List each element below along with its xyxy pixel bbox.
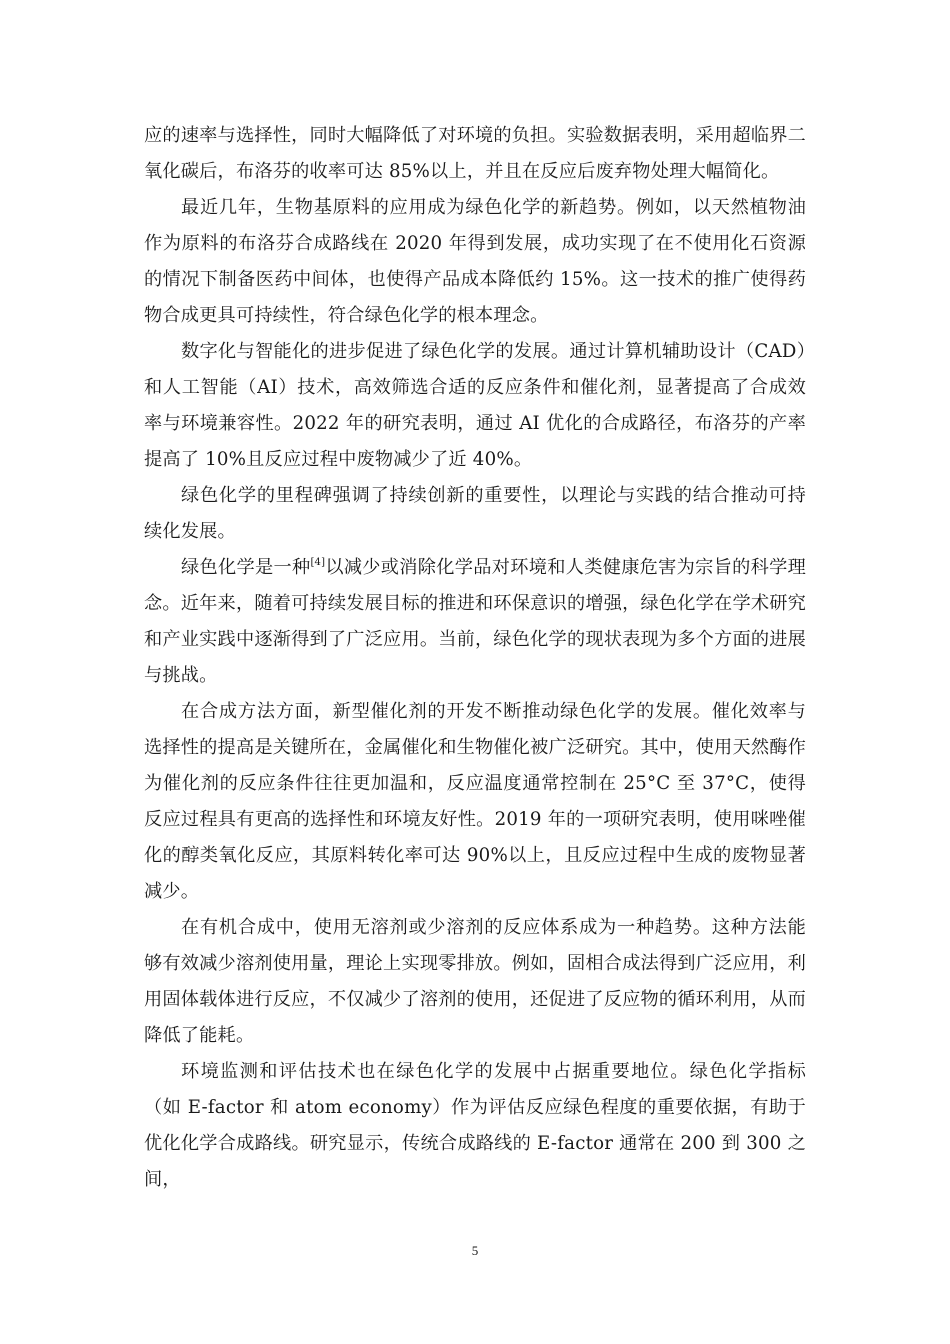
paragraph-6: 在合成方法方面，新型催化剂的开发不断推动绿色化学的发展。催化效率与选择性的提高是关键所在，金属催化和生物催化被广泛研究。其中，使用天然酶作为催化剂的反应条件往往更加温和，反应温度通常控制在 25°C 至 37°C，使得反应过程具有更高的选择性和环境友好性。2019 年的一项研究表明，使用咪唑催化的醇类氧化反应，其原料转化率可达 90%以上，且反应过程中生成的废物显著减少。 bbox=[144, 701, 806, 902]
paragraph-2: 最近几年，生物基原料的应用成为绿色化学的新趋势。例如，以天然植物油作为原料的布洛芬合成路线在 2020 年得到发展，成功实现了在不使用化石资源的情况下制备医药中间体，也使得产品成本降低约 15%。这一技术的推广使得药物合成更具可持续性，符合绿色化学的根本理念。 bbox=[144, 197, 806, 326]
paragraph-8: 环境监测和评估技术也在绿色化学的发展中占据重要地位。绿色化学指标（如 E-factor 和 atom economy）作为评估反应绿色程度的重要依据，有助于优化化学合成路线。研究显示，传统合成路线的 E-factor 通常在 200 到 300 之间， bbox=[144, 1061, 806, 1190]
paragraph-5-text-before: 绿色化学是一种 bbox=[181, 557, 311, 578]
paragraph-3: 数字化与智能化的进步促进了绿色化学的发展。通过计算机辅助设计（CAD）和人工智能（AI）技术，高效筛选合适的反应条件和催化剂，显著提高了合成效率与环境兼容性。2022 年的研究表明，通过 AI 优化的合成路径，布洛芬的产率提高了 10%且反应过程中废物减少了近 40%。 bbox=[144, 341, 806, 470]
citation-reference[interactable]: [4] bbox=[310, 557, 326, 568]
paragraph-7: 在有机合成中，使用无溶剂或少溶剂的反应体系成为一种趋势。这种方法能够有效减少溶剂使用量，理论上实现零排放。例如，固相合成法得到广泛应用，利用固体载体进行反应，不仅减少了溶剂的使用，还促进了反应物的循环利用，从而降低了能耗。 bbox=[144, 917, 806, 1046]
paragraph-1: 应的速率与选择性，同时大幅降低了对环境的负担。实验数据表明，采用超临界二氧化碳后，布洛芬的收率可达 85%以上，并且在反应后废弃物处理大幅简化。 bbox=[144, 125, 806, 182]
paragraph-5 bbox=[144, 550, 806, 694]
document-body bbox=[144, 118, 806, 1198]
paragraph-5-text-after: 以减少或消除化学品对环境和人类健康危害为宗旨的科学理念。近年来，随着可持续发展目标的推进和环保意识的增强，绿色化学在学术研究和产业实践中逐渐得到了广泛应用。当前，绿色化学的现状表现为多个方面的进展与挑战。 bbox=[144, 557, 807, 686]
paragraph-4: 绿色化学的里程碑强调了持续创新的重要性，以理论与实践的结合推动可持续化发展。 bbox=[144, 485, 806, 542]
page-number: 5 bbox=[471, 1243, 479, 1258]
